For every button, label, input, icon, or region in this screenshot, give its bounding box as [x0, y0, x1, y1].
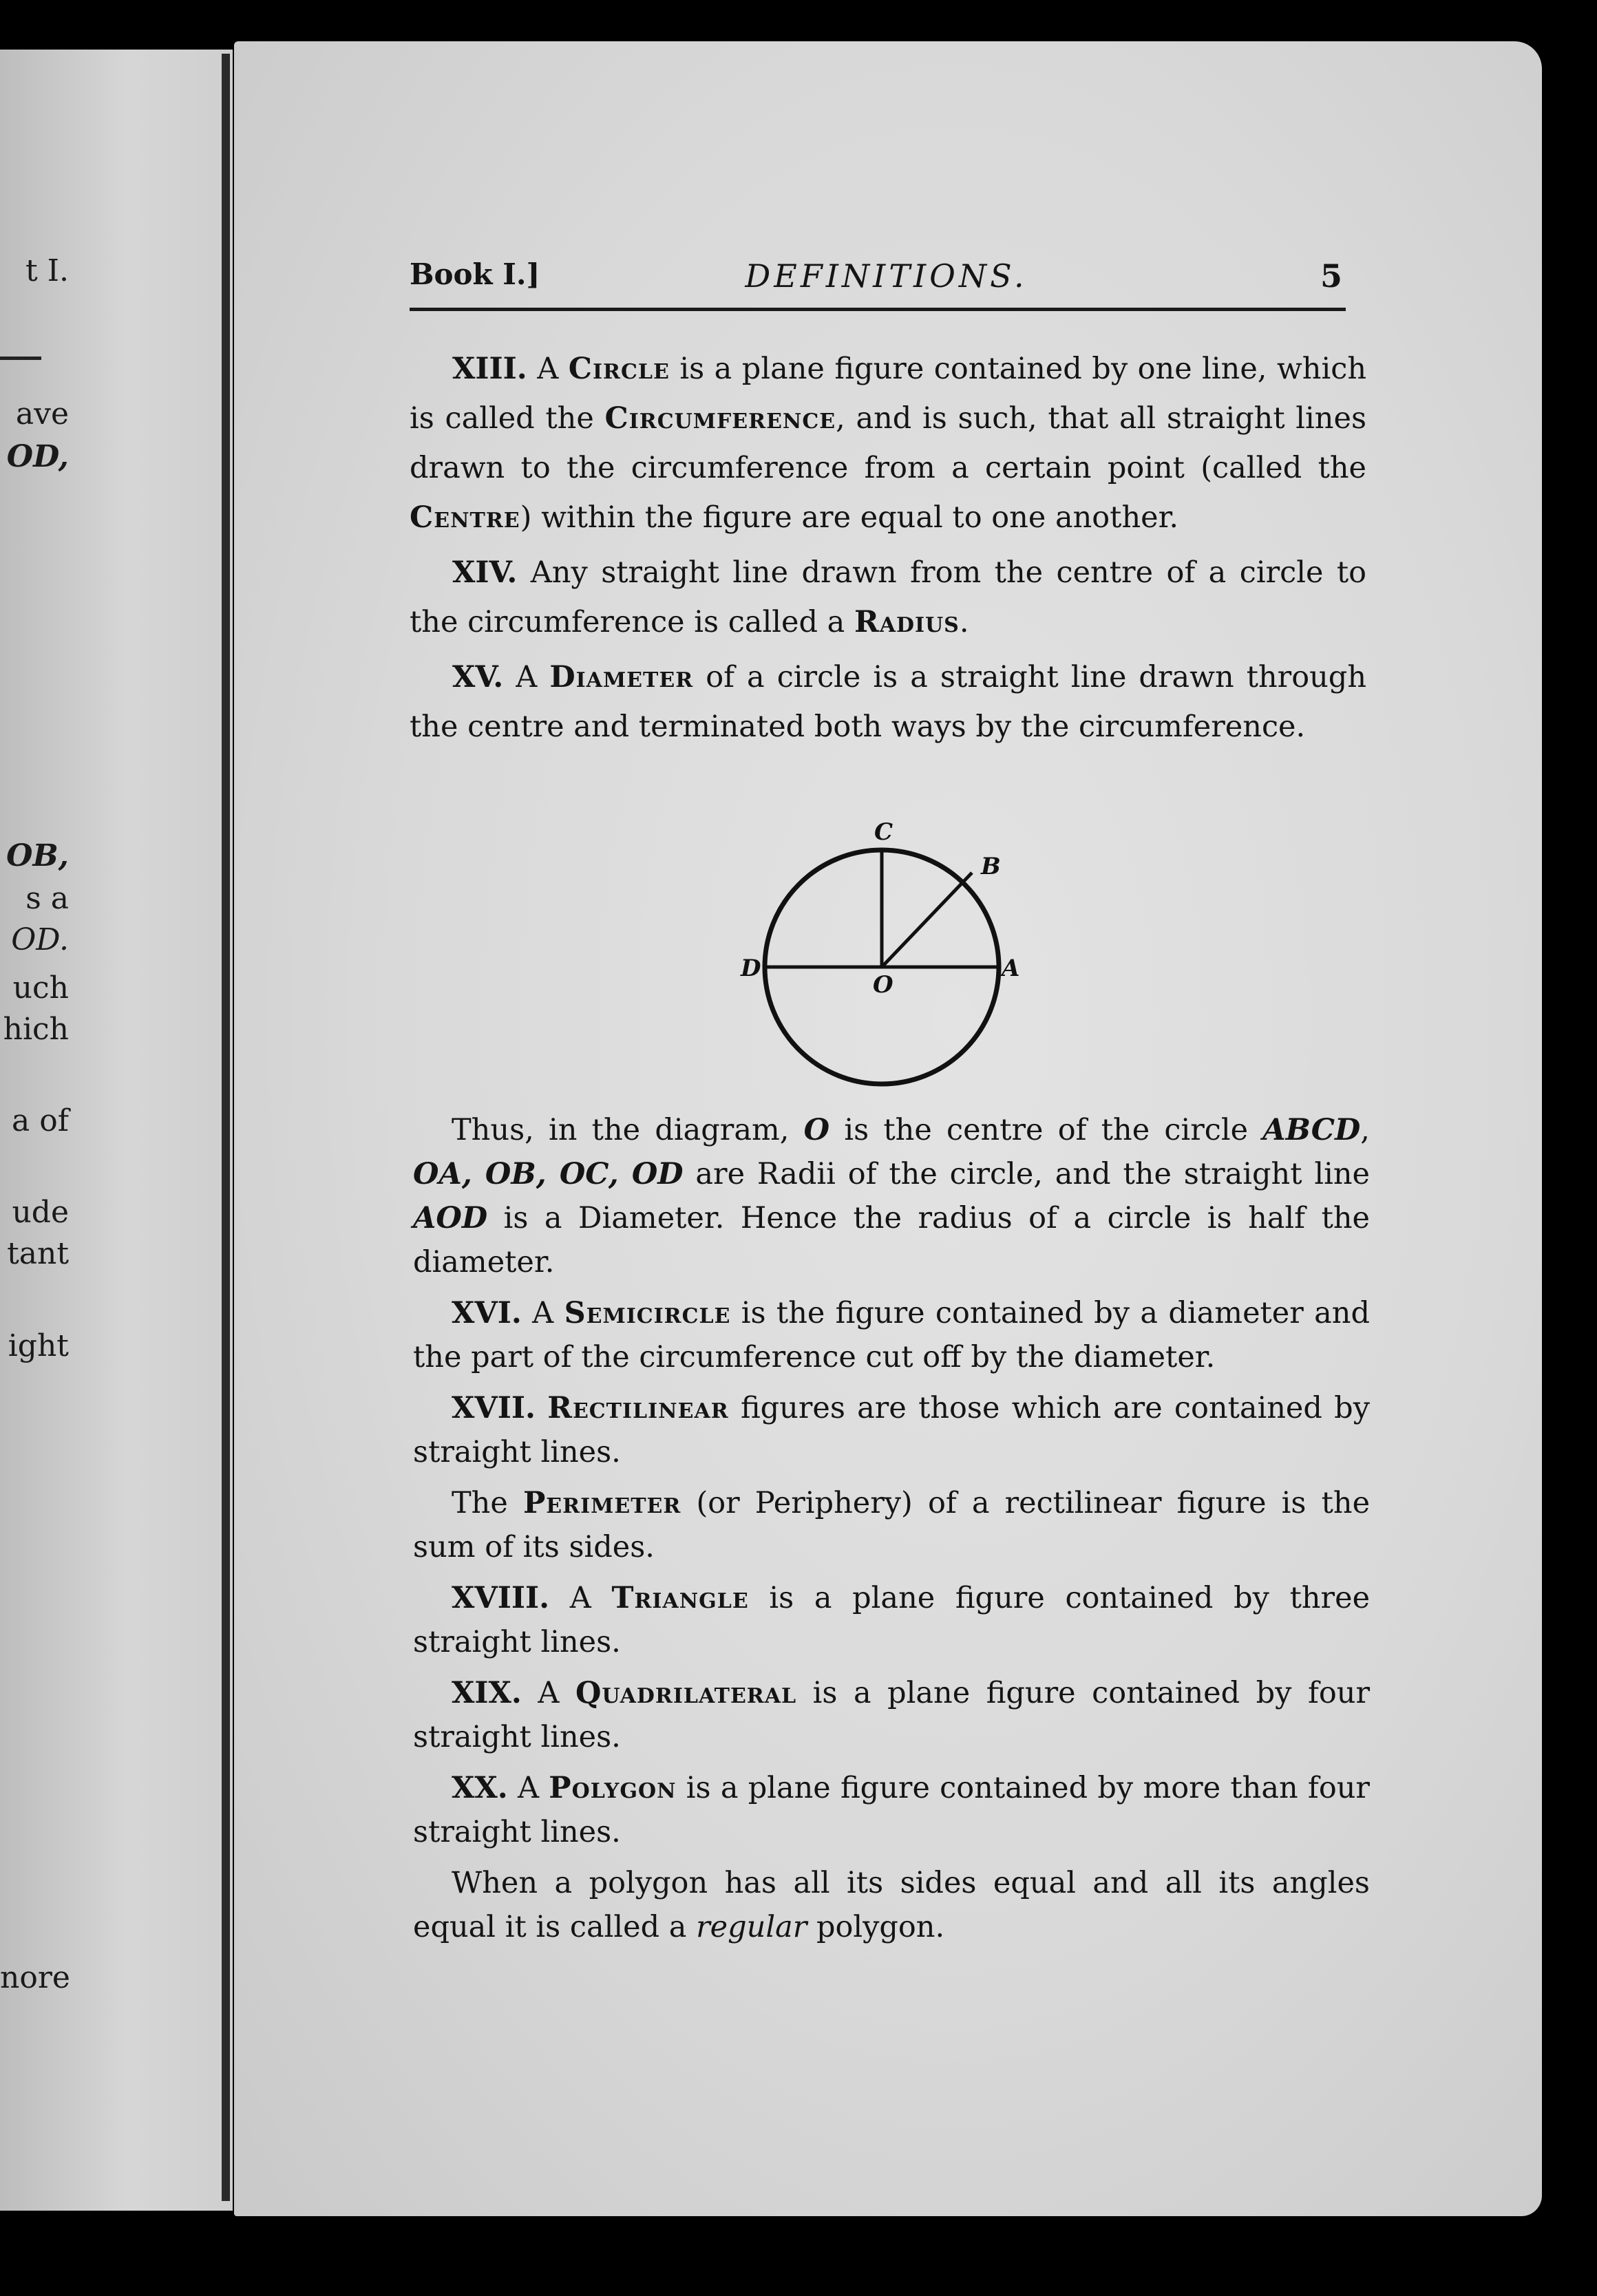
- left-fragment: ave: [15, 396, 69, 432]
- paragraph-text: is a Diameter. Hence the radius of a circle is half the diameter.: [413, 1201, 1370, 1279]
- definition-xx: [413, 1766, 1370, 1854]
- definition-term: Diameter: [549, 660, 694, 694]
- paragraph-text: are Radii of the circle, and the straight line: [695, 1157, 1370, 1191]
- definition-xvi: [413, 1291, 1370, 1379]
- definition-numeral: XX.: [452, 1771, 508, 1805]
- definition-term: Rectilinear: [547, 1391, 729, 1425]
- circle-diagram: [737, 812, 1026, 1094]
- definition-text: A: [517, 1771, 540, 1805]
- page-number: 5: [1320, 257, 1342, 295]
- radius-ob: [882, 873, 972, 967]
- paragraph-text: When a polygon has all its sides equal and all its angles equal it is called a: [413, 1866, 1370, 1944]
- left-fragment: nore: [0, 1960, 70, 1995]
- left-page-edge: [0, 50, 233, 2211]
- left-fragment: hich: [3, 1012, 69, 1047]
- definition-text: .: [959, 605, 969, 639]
- definition-text: , and is such, that all straight lines drawn to the circumference from a certain point (called the: [410, 401, 1367, 485]
- running-head: [410, 257, 1363, 299]
- thus-paragraph: Thus, in the diagram, O is the centre of the circle ABCD, OA, OB, OC, OD are Radii of the circle, and the straight line AOD is a Diameter. Hence the radius of a circle is half the diameter.: [413, 1113, 1370, 1279]
- definition-text: figures are those which are contained by straight lines.: [413, 1391, 1370, 1469]
- definition-text: A: [569, 1581, 591, 1615]
- definition-term: Circumference: [604, 401, 836, 436]
- definition-text: A: [537, 352, 559, 386]
- definition-text: ) within the figure are equal to one another.: [520, 500, 1179, 535]
- definition-xiii: [410, 344, 1366, 542]
- left-fragment: ight: [8, 1328, 69, 1363]
- definition-text: is a plane figure contained by three straight lines.: [413, 1581, 1371, 1659]
- definitions-upper: [410, 344, 1366, 757]
- running-head-book: Book I.]: [410, 257, 540, 291]
- left-fragment: t I.: [25, 253, 69, 288]
- definition-xiv: [410, 548, 1366, 647]
- definition-numeral: XIV.: [452, 555, 518, 590]
- italic-term: regular: [696, 1910, 807, 1944]
- left-fragment: OB,: [6, 838, 69, 873]
- definition-term: Circle: [568, 352, 670, 386]
- definition-text: is a plane figure contained by one line, which is called the: [410, 352, 1367, 436]
- definition-text: A: [538, 1676, 560, 1710]
- definition-xvii: [413, 1386, 1370, 1474]
- definition-numeral: XVII.: [452, 1391, 536, 1425]
- left-page-rule: [0, 357, 41, 360]
- left-fragment: s a: [25, 881, 69, 916]
- definition-numeral: XIX.: [452, 1676, 522, 1710]
- definition-term: Radius: [854, 605, 960, 639]
- left-fragment: uch: [12, 970, 69, 1006]
- label-d: D: [741, 955, 761, 982]
- definition-text: of a circle is a straight line drawn through the centre and terminated both ways by the circumference.: [410, 660, 1367, 744]
- header-rule: [410, 308, 1346, 311]
- running-head-title: DEFINITIONS.: [745, 257, 1028, 295]
- label-c: C: [874, 818, 893, 846]
- italic-label: O: [803, 1113, 830, 1147]
- definition-term: Quadrilateral: [575, 1676, 797, 1710]
- italic-label: ABCD: [1262, 1113, 1361, 1147]
- left-fragment: ude: [12, 1195, 69, 1230]
- definition-text: (or Periphery) of a rectilinear figure is the sum of its sides.: [413, 1486, 1371, 1564]
- definition-text: Any straight line drawn from the centre of a circle to the circumference is called a: [410, 555, 1367, 639]
- circle-diagram-svg: [737, 812, 1026, 1094]
- left-fragment: a of: [12, 1103, 69, 1138]
- definition-numeral: XVI.: [452, 1296, 522, 1330]
- paragraph-text: Thus, in the diagram,: [452, 1113, 790, 1147]
- label-a: A: [1002, 955, 1020, 982]
- paragraph-text: is the centre of the circle: [844, 1113, 1249, 1147]
- definition-xviii: [413, 1576, 1370, 1664]
- perimeter-note: [413, 1481, 1370, 1569]
- definition-text: A: [516, 660, 538, 694]
- label-b: B: [981, 853, 1001, 880]
- definition-numeral: XVIII.: [452, 1581, 550, 1615]
- definition-text: A: [532, 1296, 554, 1330]
- paragraph-text: polygon.: [816, 1910, 945, 1944]
- italic-label: OA, OB, OC, OD: [413, 1157, 684, 1191]
- left-fragment: OD,: [6, 439, 69, 474]
- definition-text: is a plane figure contained by four straight lines.: [413, 1676, 1371, 1754]
- definition-term: Centre: [410, 500, 520, 535]
- definition-text: is the figure contained by a diameter and the part of the circumference cut off by the diameter.: [413, 1296, 1370, 1374]
- italic-label: AOD: [413, 1201, 488, 1235]
- regular-polygon-note: [413, 1861, 1370, 1949]
- definitions-lower: [413, 1108, 1370, 1956]
- definition-xix: [413, 1671, 1370, 1759]
- book-gutter: [222, 54, 230, 2201]
- left-fragment: tant: [7, 1236, 69, 1271]
- definition-text: is a plane figure contained by more than four straight lines.: [413, 1771, 1370, 1849]
- definition-numeral: XV.: [452, 660, 504, 694]
- definition-term: Polygon: [549, 1771, 677, 1805]
- definition-text: The: [452, 1486, 508, 1520]
- definition-term: Triangle: [611, 1581, 749, 1615]
- definition-term: Semicircle: [564, 1296, 731, 1330]
- definition-xv: [410, 652, 1366, 752]
- label-o: O: [873, 971, 893, 999]
- definition-numeral: XIII.: [452, 352, 527, 386]
- left-fragment: OD.: [11, 922, 69, 957]
- definition-term: Perimeter: [522, 1486, 681, 1520]
